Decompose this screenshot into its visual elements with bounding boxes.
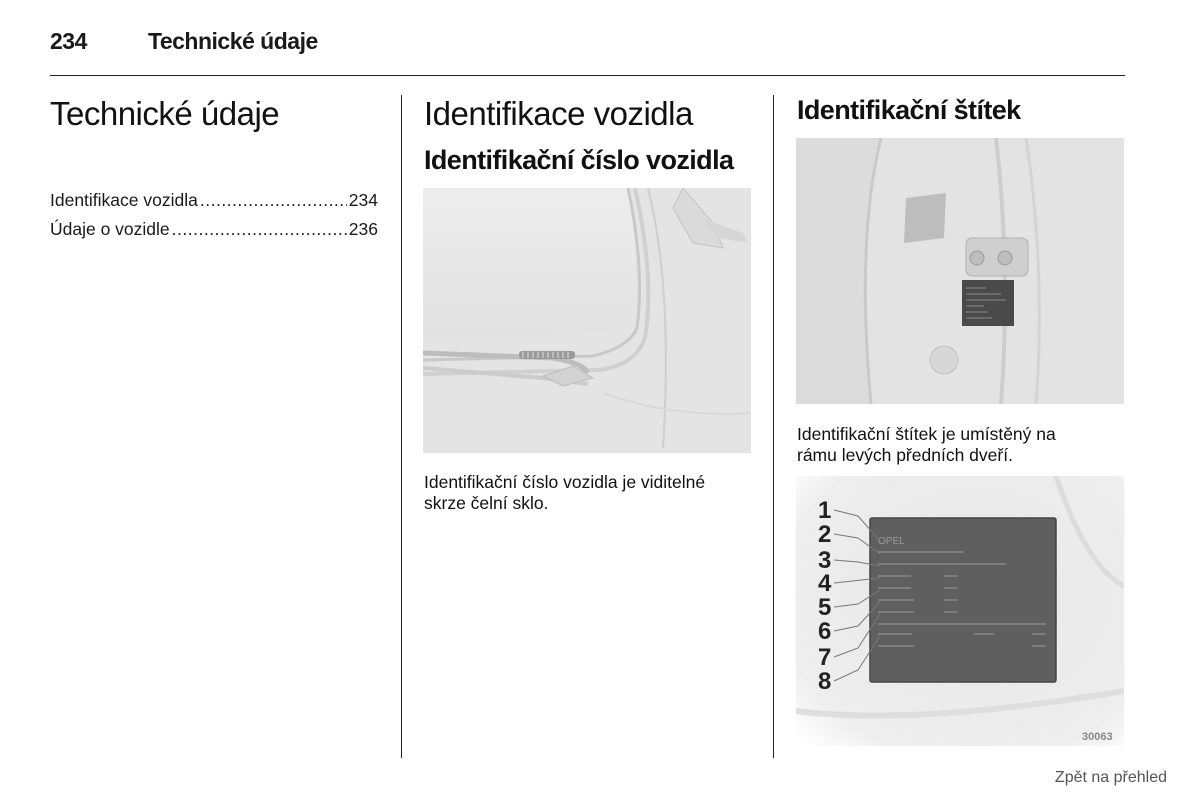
chapter-title: Technické údaje: [50, 95, 280, 132]
back-to-overview-link[interactable]: Zpět na přehled: [1054, 769, 1167, 786]
toc-leader-dots: [172, 219, 347, 240]
vin-caption-line-2: skrze čelní sklo.: [424, 493, 549, 513]
id-plate-title: Identifikační štítek: [797, 95, 1021, 125]
toc-entry-label: Identifikace vozidla: [50, 190, 198, 210]
plate-brand-text: OPEL: [878, 536, 905, 547]
id-plate-caption: [797, 424, 1056, 466]
windscreen-vin-illustration: [423, 188, 751, 453]
running-header-title: Technické údaje: [148, 28, 318, 54]
id-plate-caption-line-1: Identifikační štítek je umístěný na: [797, 424, 1056, 444]
callout-1: 1: [818, 497, 832, 524]
toc-entry[interactable]: [50, 190, 378, 211]
door-frame-illustration: [796, 138, 1124, 404]
subsection-title: Identifikační číslo vozidla: [424, 145, 734, 175]
section-title: Identifikace vozidla: [424, 95, 693, 132]
id-plate-caption-line-2: rámu levých předních dveří.: [797, 445, 1013, 465]
header-rule: [50, 75, 1125, 76]
toc-leader-dots: [200, 190, 347, 211]
callout-4: 4: [818, 570, 832, 597]
callout-8: 8: [818, 668, 832, 695]
id-plate-closeup-illustration: [796, 476, 1124, 746]
column-divider-right: [773, 95, 774, 758]
toc-entry[interactable]: [50, 219, 378, 240]
callout-2: 2: [818, 521, 832, 548]
toc-entry-label: Údaje o vozidle: [50, 219, 170, 239]
callout-6: 6: [818, 618, 832, 645]
callout-3: 3: [818, 547, 832, 574]
vin-caption-line-1: Identifikační číslo vozidla je viditelné: [424, 472, 706, 492]
column-divider-left: [401, 95, 402, 758]
toc-entry-page: 236: [348, 219, 378, 239]
toc-entry-page: 234: [348, 190, 378, 210]
callout-7: 7: [818, 644, 832, 671]
page-number: 234: [50, 28, 87, 54]
callout-5: 5: [818, 594, 832, 621]
vin-caption: [424, 472, 705, 514]
figure-number: 30063: [1082, 731, 1113, 743]
